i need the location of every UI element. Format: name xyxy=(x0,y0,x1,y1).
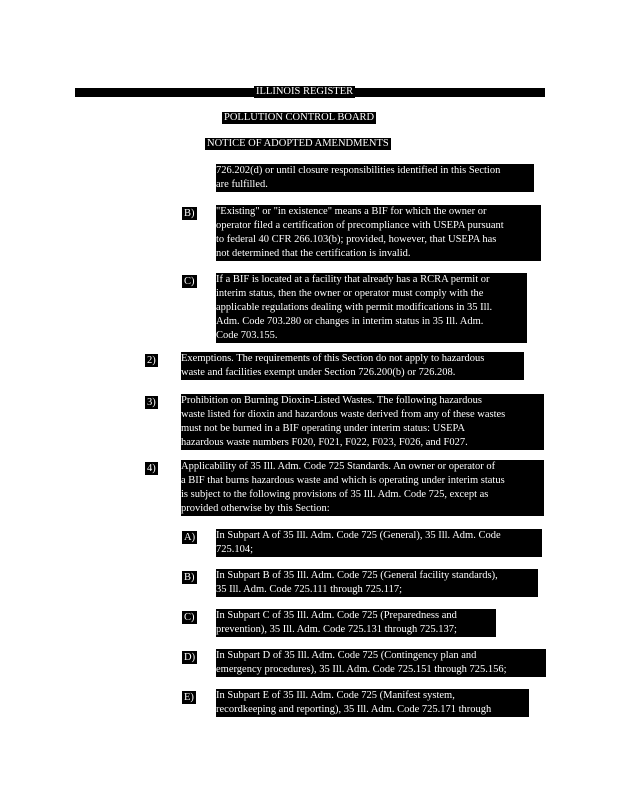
paragraph-d-subpart xyxy=(216,649,546,677)
paragraph-b-existing xyxy=(216,205,541,261)
paragraph-line: emergency procedures), 35 Ill. Adm. Code 725.151 through 725.156; xyxy=(216,664,507,675)
item-label-c-rcra: C) xyxy=(184,276,195,287)
paragraph-line: 35 Ill. Adm. Code 725.111 through 725.117; xyxy=(216,584,403,595)
paragraph-a-subpart xyxy=(216,529,542,557)
paragraph-line: operator filed a certification of precompliance with USEPA pursuant xyxy=(216,220,504,231)
paragraph-line: In Subpart D of 35 Ill. Adm. Code 725 (Contingency plan and xyxy=(216,650,477,661)
register-title: ILLINOIS REGISTER xyxy=(256,86,354,97)
paragraph-c-rcra xyxy=(216,273,527,343)
item-label-3-prohibition: 3) xyxy=(147,397,156,408)
paragraph-line: "Existing" or "in existence" means a BIF for which the owner or xyxy=(216,206,487,217)
paragraph-4-applicability xyxy=(181,460,544,516)
paragraph-line: If a BIF is located at a facility that already has a RCRA permit or xyxy=(216,274,490,285)
paragraph-e-subpart xyxy=(216,689,529,717)
paragraph-b-subpart xyxy=(216,569,538,597)
paragraph-line: 725.104; xyxy=(216,544,254,555)
paragraph-line: Adm. Code 703.280 or changes in interim status in 35 Ill. Adm. xyxy=(216,316,484,327)
item-label-4-applicability: 4) xyxy=(147,463,156,474)
paragraph-line: Prohibition on Burning Dioxin-Listed Wastes. The following hazardous xyxy=(181,395,482,406)
item-label-d-subpart: D) xyxy=(184,652,196,663)
item-label-2-exemptions: 2) xyxy=(147,355,156,366)
notice-title: NOTICE OF ADOPTED AMENDMENTS xyxy=(207,138,389,149)
paragraph-line: is subject to the following provisions of 35 Ill. Adm. Code 725, except as xyxy=(181,489,489,500)
item-label-b-existing: B) xyxy=(184,208,195,219)
paragraph-line: interim status, then the owner or operator must comply with the xyxy=(216,288,484,299)
paragraph-line: are fulfilled. xyxy=(216,179,268,190)
paragraph-line: applicable regulations dealing with permit modifications in 35 Ill. xyxy=(216,302,493,313)
paragraph-line: waste listed for dioxin and hazardous waste derived from any of these wastes xyxy=(181,409,506,420)
paragraph-line: hazardous waste numbers F020, F021, F022, F023, F026, and F027. xyxy=(181,437,468,448)
paragraph-continuation xyxy=(216,164,534,192)
item-label-b-subpart: B) xyxy=(184,572,195,583)
paragraph-line: waste and facilities exempt under Section 726.200(b) or 726.208. xyxy=(181,367,456,378)
paragraph-c-subpart xyxy=(216,609,496,637)
paragraph-line: a BIF that burns hazardous waste and which is operating under interim status xyxy=(181,475,505,486)
item-label-a-subpart: A) xyxy=(184,532,196,543)
paragraph-line: recordkeeping and reporting), 35 Ill. Adm. Code 725.171 through xyxy=(216,704,492,715)
board-title: POLLUTION CONTROL BOARD xyxy=(224,112,375,123)
paragraph-line: In Subpart A of 35 Ill. Adm. Code 725 (General), 35 Ill. Adm. Code xyxy=(216,530,501,541)
paragraph-line: In Subpart E of 35 Ill. Adm. Code 725 (Manifest system, xyxy=(216,690,455,701)
item-label-e-subpart: E) xyxy=(184,692,194,703)
paragraph-line: to federal 40 CFR 266.103(b); provided, however, that USEPA has xyxy=(216,234,497,245)
paragraph-line: prevention), 35 Ill. Adm. Code 725.131 through 725.137; xyxy=(216,624,457,635)
paragraph-line: Exemptions. The requirements of this Section do not apply to hazardous xyxy=(181,353,485,364)
paragraph-line: must not be burned in a BIF operating under interim status: USEPA xyxy=(181,423,465,434)
paragraph-line: provided otherwise by this Section: xyxy=(181,503,330,514)
paragraph-line: In Subpart B of 35 Ill. Adm. Code 725 (General facility standards), xyxy=(216,570,498,581)
paragraph-line: Applicability of 35 Ill. Adm. Code 725 Standards. An owner or operator of xyxy=(181,461,496,472)
paragraph-line: In Subpart C of 35 Ill. Adm. Code 725 (Preparedness and xyxy=(216,610,457,621)
paragraph-line: 726.202(d) or until closure responsibilities identified in this Section xyxy=(216,165,501,176)
item-label-c-subpart: C) xyxy=(184,612,195,623)
paragraph-2-exemptions xyxy=(181,352,524,380)
paragraph-line: not determined that the certification is invalid. xyxy=(216,248,411,259)
paragraph-line: Code 703.155. xyxy=(216,330,278,341)
paragraph-3-prohibition xyxy=(181,394,544,450)
